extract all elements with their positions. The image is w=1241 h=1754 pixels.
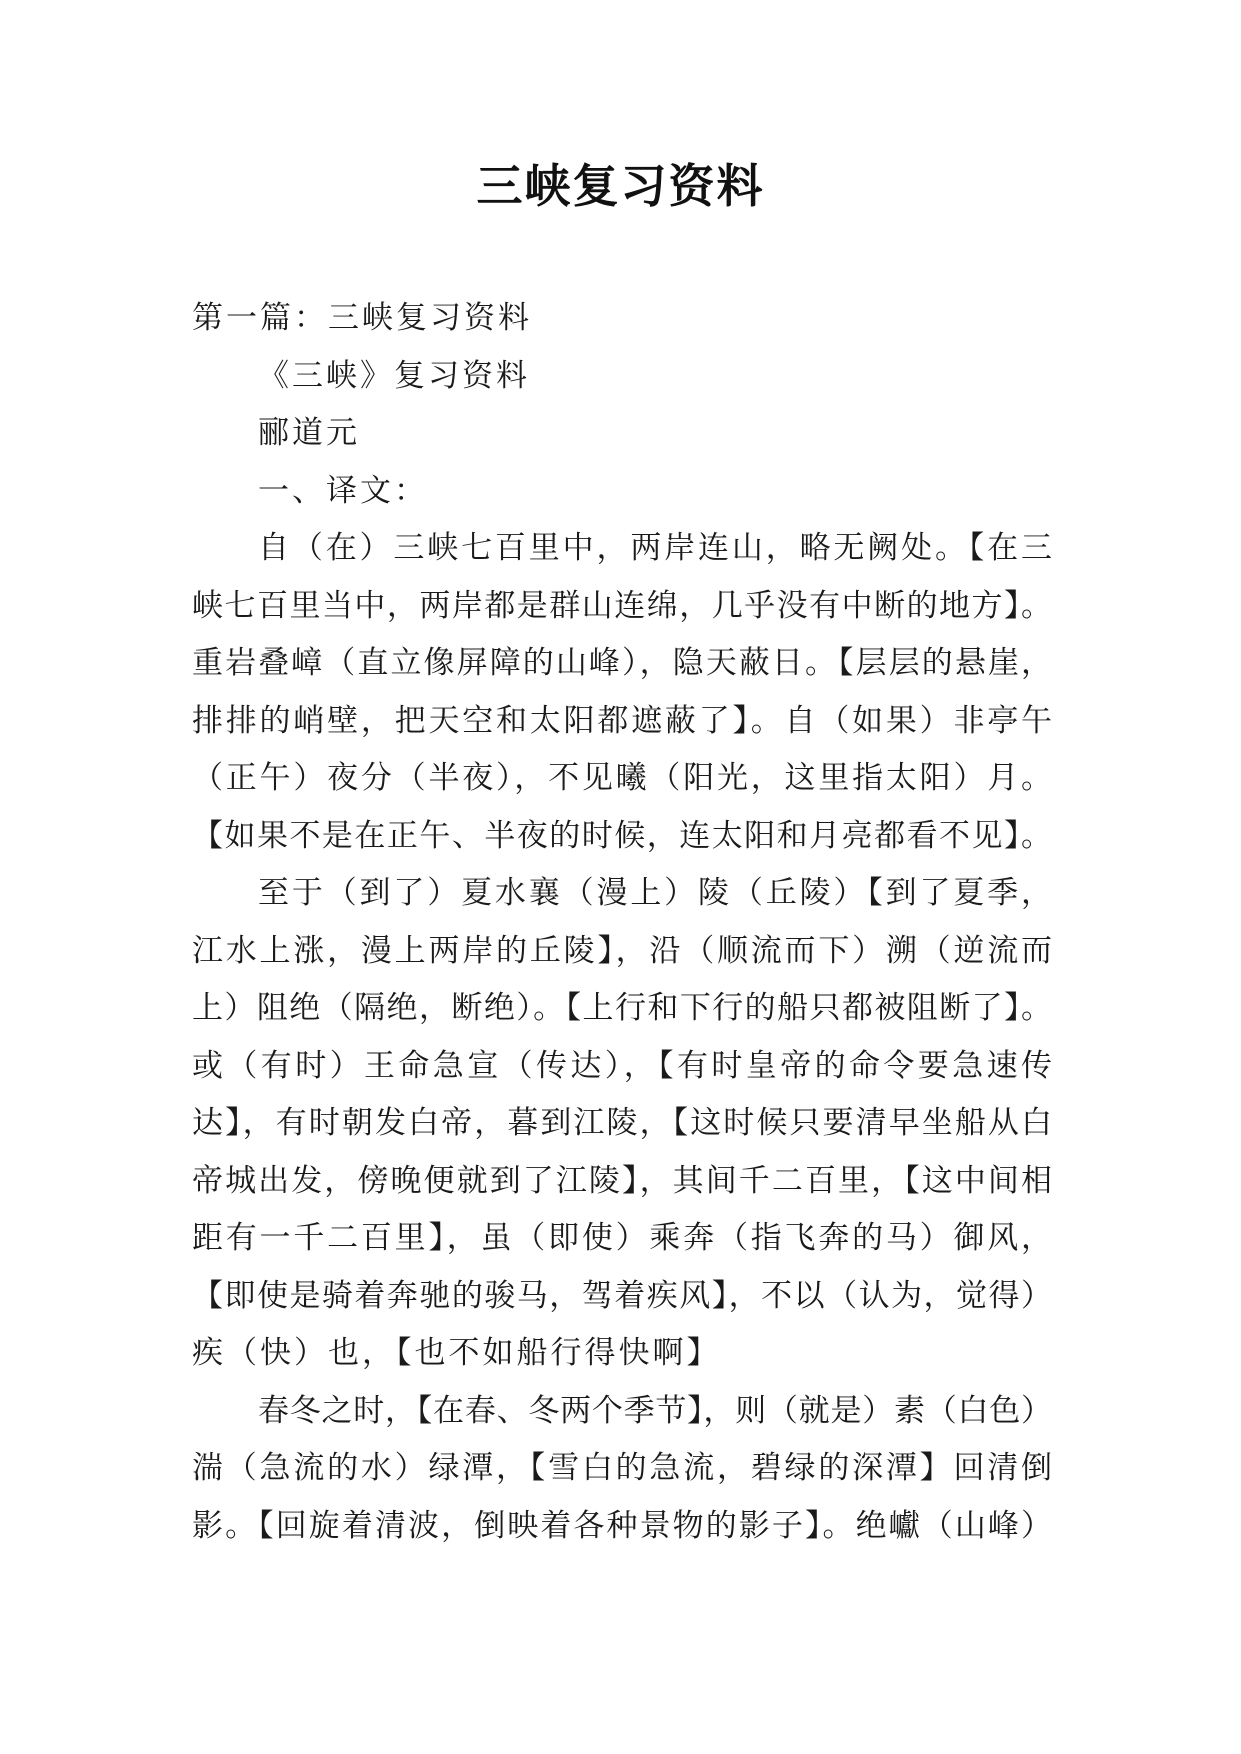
document-body <box>192 290 1052 1555</box>
text-line: 疾（快）也，【也不如船行得快啊】 <box>192 1335 721 1371</box>
text-line: 帝城出发，傍晚便就到了江陵】，其间千二百里，【这中间相 <box>192 1162 1052 1199</box>
text-line: 或（有时）王命急宣（传达），【有时皇帝的命令要急速传 <box>192 1047 1052 1084</box>
text-line: 【如果不是在正午、半夜的时候，连太阳和月亮都看不见】。 <box>192 817 1052 854</box>
text-line: 至于（到了）夏水襄（漫上）陵（丘陵）【到了夏季， <box>258 875 1052 911</box>
section-heading: 第一篇：三峡复习资料 <box>192 300 532 336</box>
text-line: 自（在）三峡七百里中，两岸连山，略无阙处。【在三 <box>258 530 1052 566</box>
text-line: 达】，有时朝发白帝，暮到江陵，【这时候只要清早坐船从白 <box>192 1105 1052 1141</box>
text-line: 影。【回旋着清波，倒映着各种景物的影子】。绝巘（山峰） <box>192 1507 1052 1544</box>
text-line: 重岩叠嶂（直立像屏障的山峰），隐天蔽日。【层层的悬崖， <box>192 645 1052 681</box>
text-line: 峡七百里当中，两岸都是群山连绵，几乎没有中断的地方】。 <box>192 587 1052 624</box>
text-line: （正午）夜分（半夜），不见曦（阳光，这里指太阳）月。 <box>192 760 1052 796</box>
document-title: 三峡复习资料 <box>476 159 765 213</box>
part-heading: 一、译文： <box>258 472 428 509</box>
text-line: 江水上涨，漫上两岸的丘陵】，沿（顺流而下）溯（逆流而 <box>192 932 1052 969</box>
author: 郦道元 <box>258 415 360 451</box>
text-line: 湍（急流的水）绿潭，【雪白的急流，碧绿的深潭】回清倒 <box>192 1450 1052 1486</box>
text-line: 距有一千二百里】，虽（即使）乘奔（指飞奔的马）御风， <box>192 1220 1052 1256</box>
text-line: 排排的峭壁，把天空和太阳都遮蔽了】。自（如果）非亭午 <box>192 702 1052 739</box>
text-line: 春冬之时，【在春、冬两个季节】，则（就是）素（白色） <box>258 1392 1052 1429</box>
text-line: 【即使是骑着奔驰的骏马，驾着疾风】，不以（认为，觉得） <box>192 1277 1052 1314</box>
text-line: 上）阻绝（隔绝，断绝）。【上行和下行的船只都被阻断了】。 <box>192 990 1052 1026</box>
subtitle: 《三峡》复习资料 <box>258 357 530 394</box>
